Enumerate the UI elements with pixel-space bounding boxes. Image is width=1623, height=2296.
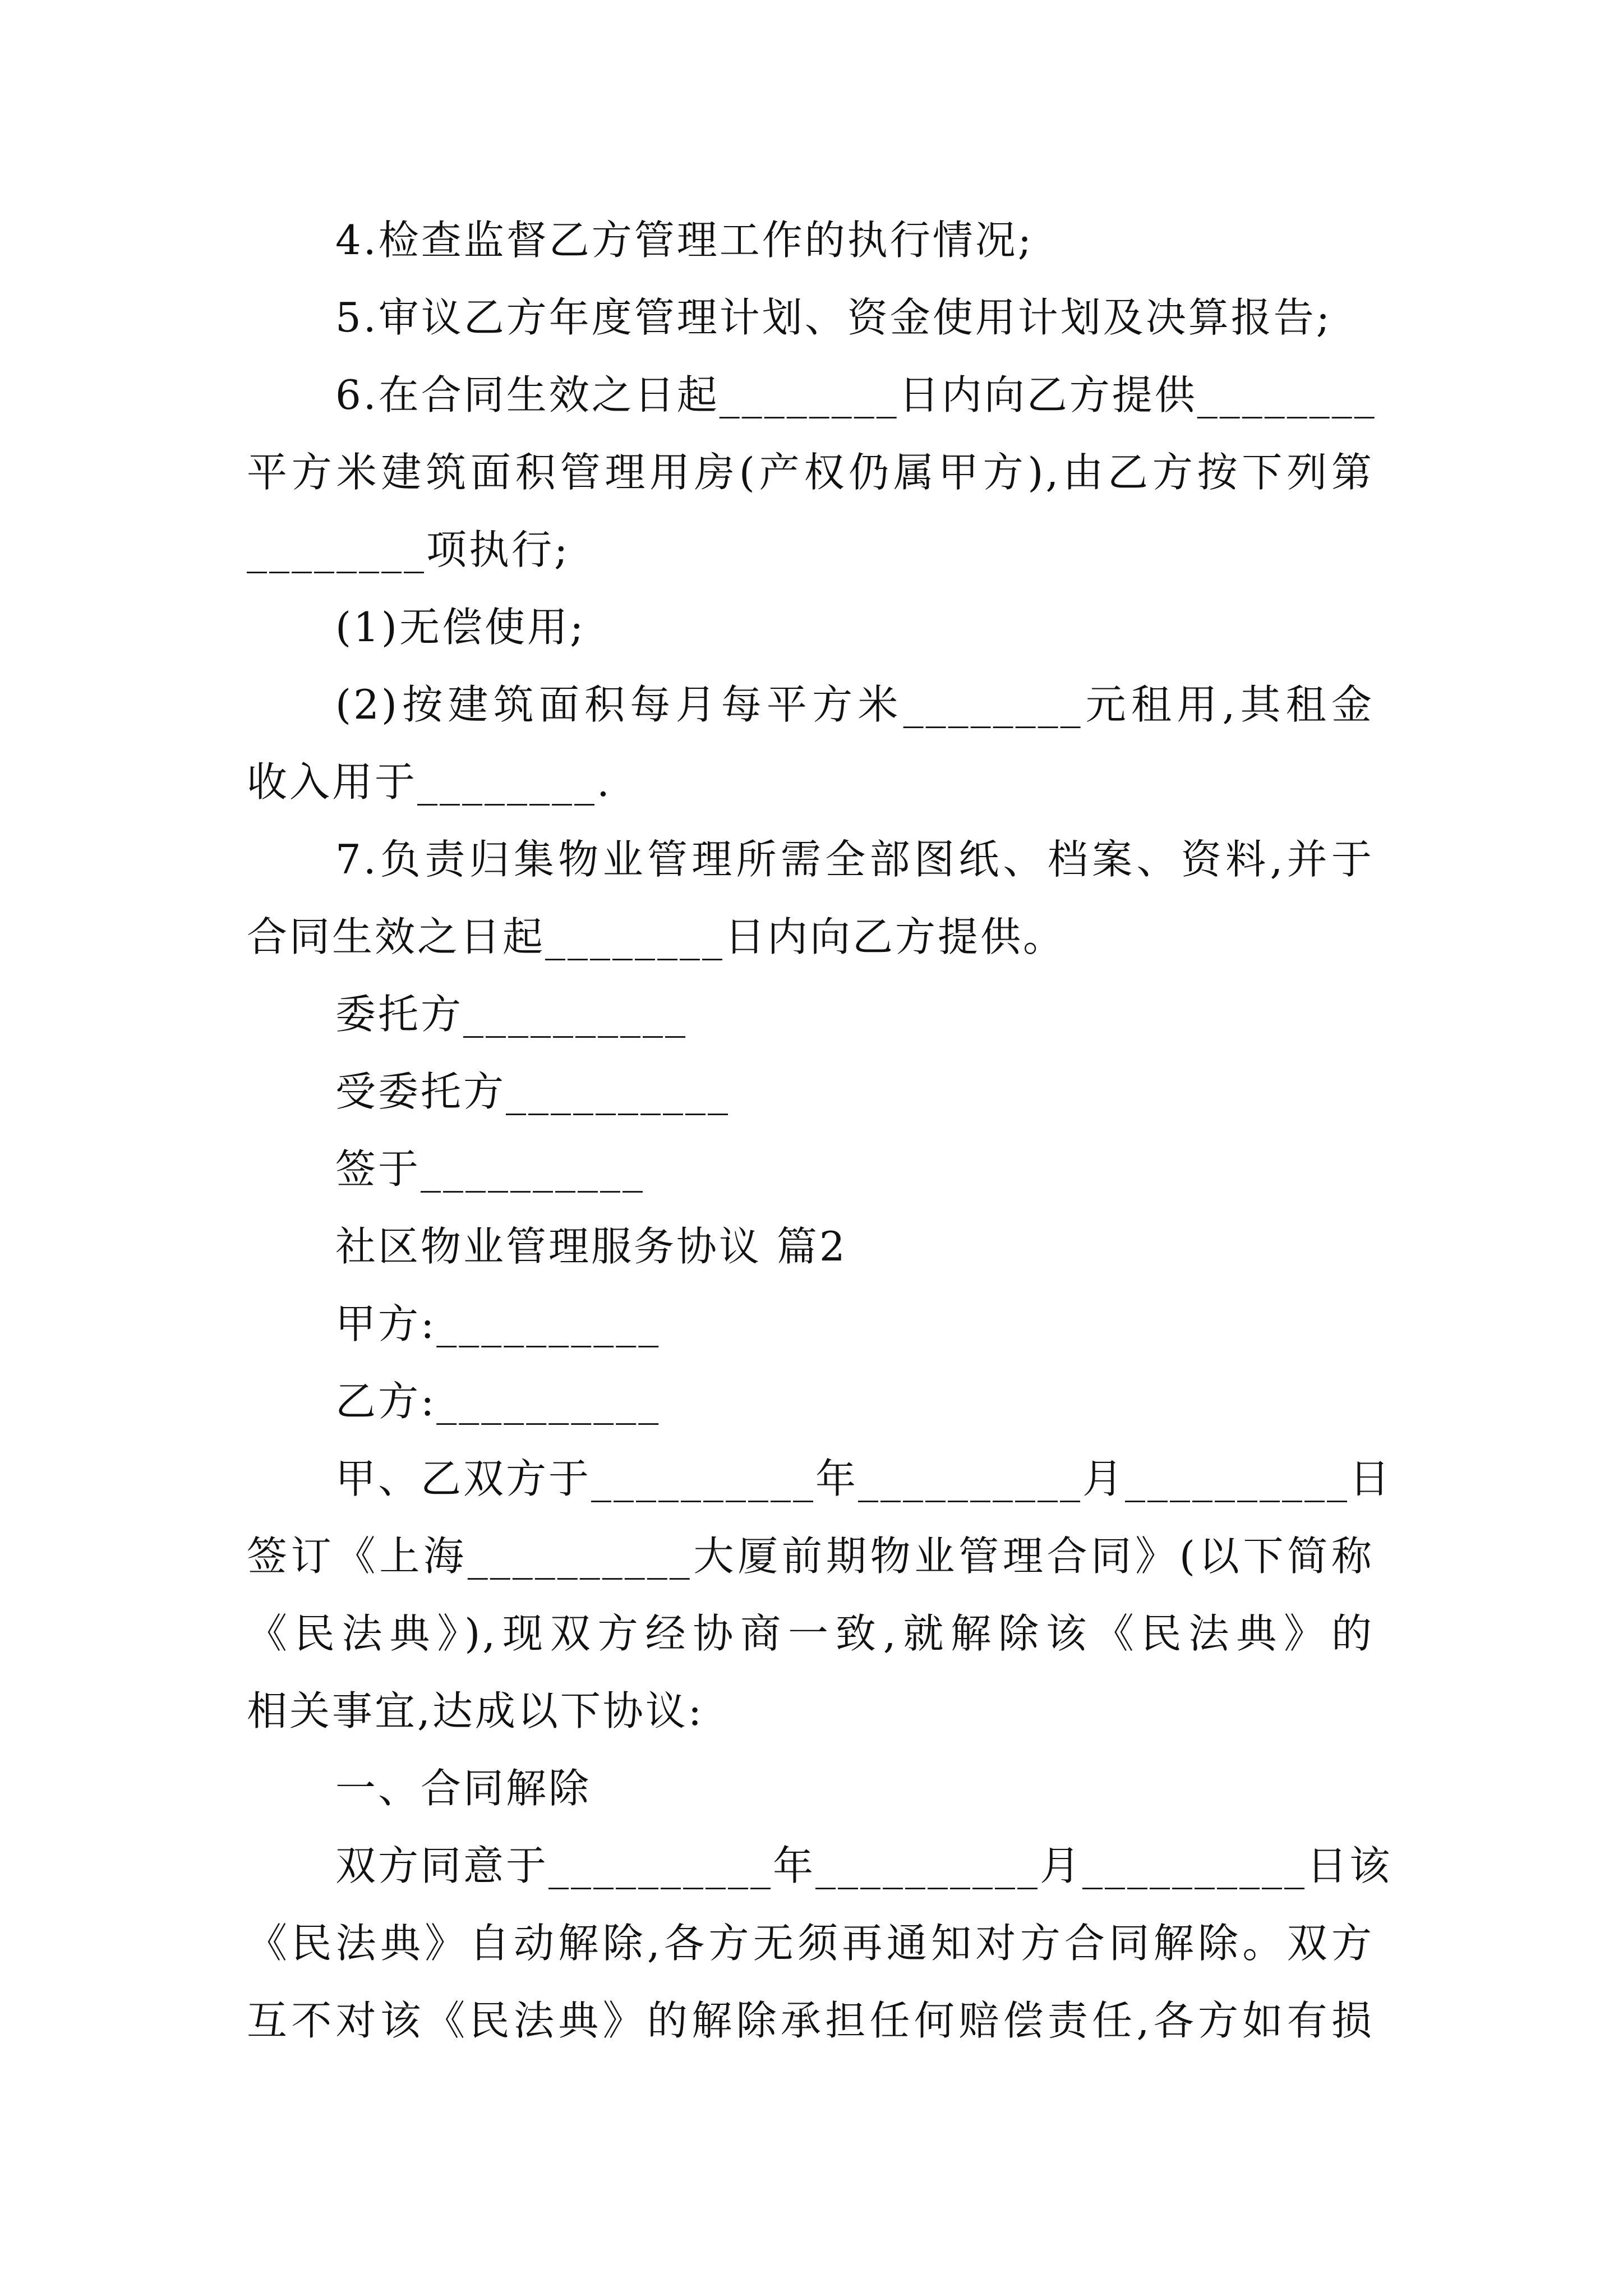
- paragraph-line: 合同生效之日起________日内向乙方提供。: [247, 913, 1066, 960]
- party-a-line: 甲方:__________: [335, 1300, 661, 1347]
- section-heading: 社区物业管理服务协议 篇2: [335, 1223, 847, 1270]
- paragraph-line: 《民法典》自动解除,各方无须再通知对方合同解除。双方: [247, 1920, 1374, 1967]
- paragraph-line: 双方同意于__________年__________月__________日该: [335, 1842, 1393, 1889]
- paragraph-line: ________项执行;: [247, 526, 570, 573]
- paragraph-line: 甲、乙双方于__________年__________月__________日: [335, 1455, 1393, 1502]
- paragraph-line: 平方米建筑面积管理用房(产权仍属甲方),由乙方按下列第: [247, 449, 1374, 496]
- signature-line-principal: 委托方__________: [335, 991, 688, 1038]
- signature-line-place: 签于__________: [335, 1145, 645, 1193]
- paragraph-line: (2)按建筑面积每月每平方米________元租用,其租金: [335, 681, 1374, 728]
- paragraph-line: 5.审议乙方年度管理计划、资金使用计划及决算报告;: [335, 294, 1332, 341]
- paragraph-line: (1)无偿使用;: [335, 604, 586, 651]
- paragraph-line: 相关事宜,达成以下协议:: [247, 1687, 704, 1734]
- paragraph-line: 6.在合同生效之日起________日内向乙方提供________: [335, 371, 1377, 418]
- paragraph-line: 收入用于________.: [247, 758, 612, 806]
- paragraph-line: 7.负责归集物业管理所需全部图纸、档案、资料,并于: [335, 836, 1374, 883]
- paragraph-line: 4.检查监督乙方管理工作的执行情况;: [335, 217, 1034, 264]
- party-b-line: 乙方:__________: [335, 1378, 661, 1425]
- clause-heading: 一、合同解除: [335, 1765, 592, 1812]
- signature-line-agent: 受委托方__________: [335, 1068, 731, 1115]
- paragraph-line: 互不对该《民法典》的解除承担任何赔偿责任,各方如有损: [247, 1997, 1374, 2044]
- paragraph-line: 签订《上海__________大厦前期物业管理合同》(以下简称: [247, 1533, 1374, 1580]
- paragraph-line: 《民法典》),现双方经协商一致,就解除该《民法典》的: [247, 1610, 1374, 1657]
